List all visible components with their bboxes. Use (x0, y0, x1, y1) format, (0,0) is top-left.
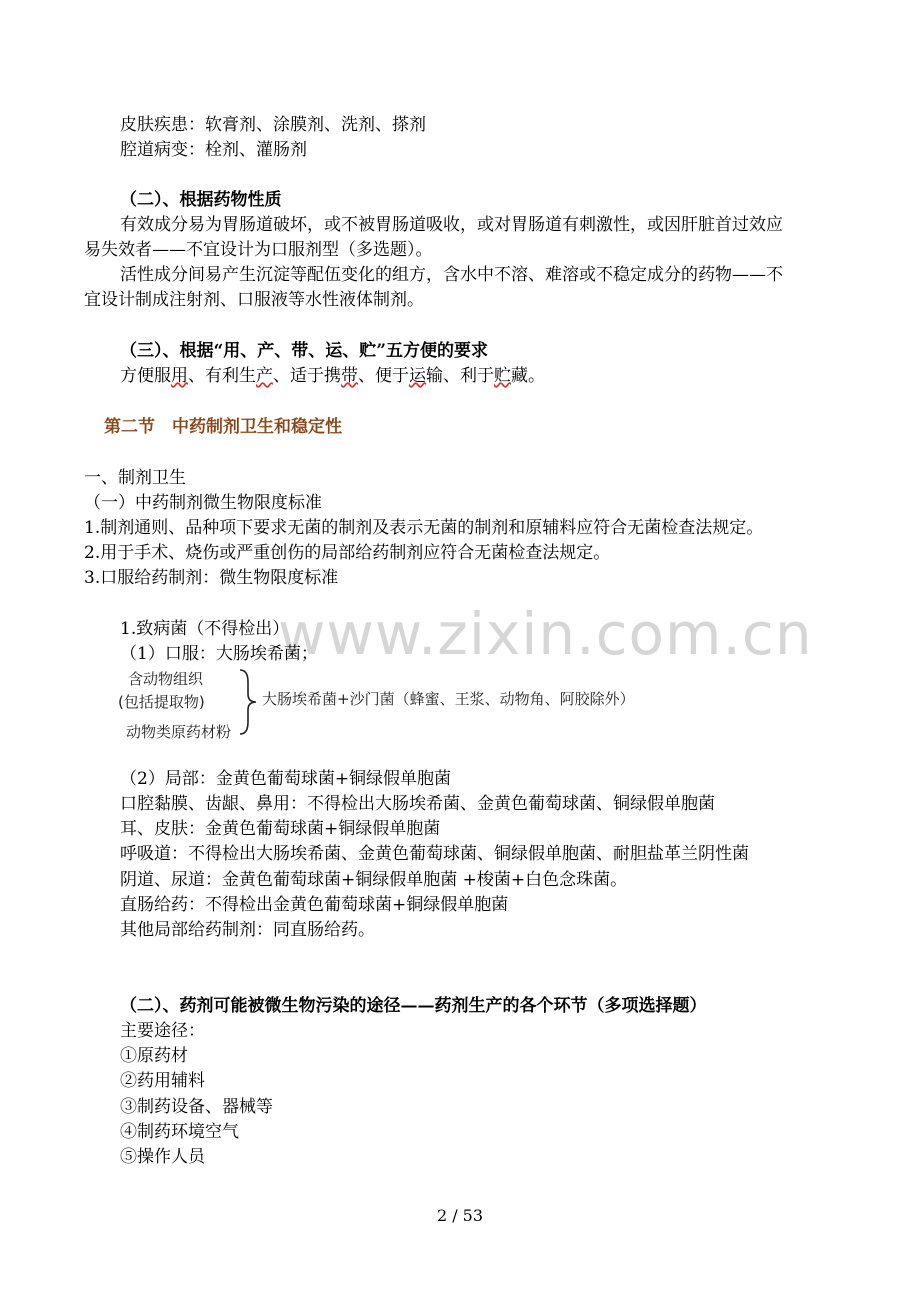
text-line: 3.口服给药制剂：微生物限度标准 (84, 568, 339, 588)
text-line: 阴道、尿道：金黄色葡萄球菌+铜绿假单胞菌 +梭菌+白色念珠菌。 (120, 870, 628, 890)
handwritten-note: (包括提取物) (118, 693, 205, 711)
subsection-heading: （三）、根据“用、产、带、运、贮”五方便的要求 (120, 341, 489, 361)
text-line: 2.用于手术、烧伤或严重创伤的局部给药制剂应符合无菌检查法规定。 (84, 543, 611, 563)
handwritten-note: 大肠埃希菌+沙门菌（蜂蜜、王浆、动物角、阿胶除外） (262, 690, 635, 708)
underlined-char: 贮 (494, 366, 511, 386)
text-line: 一、制剂卫生 (84, 468, 186, 488)
text-line: 易失效者——不宜设计为口服剂型（多选题）。 (84, 240, 433, 260)
page-number: 2 / 53 (436, 1206, 484, 1225)
underlined-char: 用 (171, 366, 188, 386)
text-line: 活性成分间易产生沉淀等配伍变化的组方，含水中不溶、难溶或不稳定成分的药物——不 (120, 265, 783, 285)
text-line: 1.致病菌（不得检出） (120, 619, 290, 639)
list-item: ⑤操作人员 (120, 1147, 205, 1167)
text-line: 宜设计制成注射剂、口服液等水性液体制剂。 (84, 290, 424, 310)
underlined-char: 产 (256, 366, 273, 386)
text-segment: 、适于携 (273, 366, 341, 386)
text-line: （2）局部：金黄色葡萄球菌+铜绿假单胞菌 (120, 769, 452, 789)
list-item: ④制药环境空气 (120, 1122, 239, 1142)
text-segment: 、便于 (358, 366, 409, 386)
text-line: 其他局部给药制剂：同直肠给药。 (120, 920, 375, 940)
text-line: （一）中药制剂微生物限度标准 (84, 493, 322, 513)
five-conveniences-line (120, 365, 545, 387)
text-line: 耳、皮肤：金黄色葡萄球菌+铜绿假单胞菌 (120, 819, 441, 839)
curly-brace-icon (236, 668, 260, 736)
handwritten-note: 含动物组织 (128, 670, 204, 688)
text-segment: 输、利于 (426, 366, 494, 386)
text-line: 有效成分易为胃肠道破坏，或不被胃肠道吸收，或对胃肠道有刺激性，或因肝脏首过效应 (120, 215, 783, 235)
text-line: 腔道病变：栓剂、灌肠剂 (120, 140, 307, 160)
text-line: 口腔黏膜、齿龈、鼻用：不得检出大肠埃希菌、金黄色葡萄球菌、铜绿假单胞菌 (120, 794, 715, 814)
text-line: 直肠给药：不得检出金黄色葡萄球菌+铜绿假单胞菌 (120, 895, 509, 915)
subsection-heading: （二）、药剂可能被微生物污染的途径——药剂生产的各个环节（多项选择题） (120, 996, 707, 1016)
text-segment: 方便服 (120, 366, 171, 386)
text-line: 1.制剂通则、品种项下要求无菌的制剂及表示无菌的制剂和原辅料应符合无菌检查法规定。 (84, 518, 764, 538)
list-item: ②药用辅料 (120, 1071, 205, 1091)
text-segment: 、有利生 (188, 366, 256, 386)
watermark: www.zixin.com.cn (278, 600, 813, 668)
underlined-char: 运 (409, 366, 426, 386)
section-title: 第二节 中药制剂卫生和稳定性 (104, 417, 342, 437)
text-line: （1）口服：大肠埃希菌； (120, 644, 318, 664)
handwritten-note: 动物类原药材粉 (126, 723, 232, 741)
text-line: 呼吸道：不得检出大肠埃希菌、金黄色葡萄球菌、铜绿假单胞菌、耐胆盐革兰阴性菌 (120, 844, 749, 864)
list-item: ③制药设备、器械等 (120, 1097, 273, 1117)
list-item: ①原药材 (120, 1046, 188, 1066)
subsection-heading: （二）、根据药物性质 (120, 190, 282, 210)
text-line: 皮肤疾患：软膏剂、涂膜剂、洗剂、搽剂 (120, 115, 426, 135)
text-line: 主要途径： (120, 1021, 205, 1041)
text-segment: 藏。 (511, 366, 545, 386)
underlined-char: 带 (341, 366, 358, 386)
